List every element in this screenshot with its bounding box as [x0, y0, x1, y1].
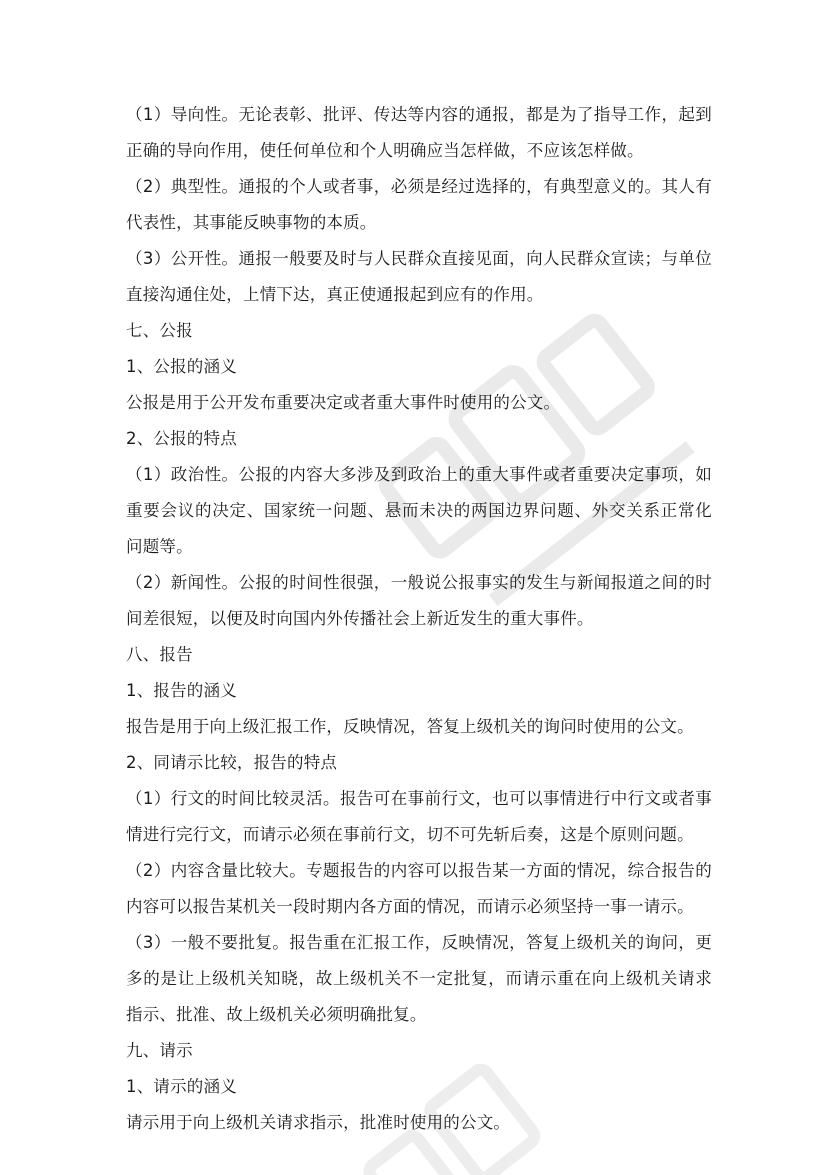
paragraph-line: 正确的导向作用，使任何单位和个人明确应当怎样做，不应该怎样做。: [126, 141, 644, 160]
paragraph: [126, 680, 712, 702]
paragraph-line: 1、报告的涵义: [126, 681, 237, 700]
document-body: [126, 104, 712, 1148]
paragraph-line: 1、公报的涵义: [126, 357, 237, 376]
paragraph-line: 直接沟通住处，上情下达，真正使通报起到应有的作用。: [126, 285, 544, 304]
paragraph: [126, 716, 712, 738]
paragraph-line: 八、报告: [126, 645, 193, 664]
paragraph-line: 多的是让上级机关知晓，故上级机关不一定批复，而请示重在向上级机关请求: [126, 969, 712, 988]
paragraph-line: （2）新闻性。公报的时间性很强，一般说公报事实的发生与新闻报道之间的时: [126, 573, 712, 592]
paragraph: [126, 752, 712, 774]
paragraph: [126, 392, 712, 414]
paragraph: [126, 428, 712, 450]
paragraph-line: 间差很短，以便及时向国内外传播社会上新近发生的重大事件。: [126, 609, 594, 628]
paragraph: [126, 860, 712, 918]
paragraph-line: （1）政治性。公报的内容大多涉及到政治上的重大事件或者重要决定事项，如: [126, 465, 712, 484]
paragraph-line: 九、请示: [126, 1041, 193, 1060]
paragraph-line: 2、公报的特点: [126, 429, 237, 448]
paragraph: [126, 248, 712, 306]
paragraph-line: 1、请示的涵义: [126, 1077, 237, 1096]
paragraph-line: 七、公报: [126, 321, 193, 340]
paragraph-line: 内容可以报告某机关一段时期内各方面的情况，而请示必须坚持一事一请示。: [126, 897, 694, 916]
paragraph-line: 公报是用于公开发布重要决定或者重大事件时使用的公文。: [126, 393, 561, 412]
paragraph-line: 报告是用于向上级汇报工作，反映情况，答复上级机关的询问时使用的公文。: [126, 717, 694, 736]
paragraph-line: （1）导向性。无论表彰、批评、传达等内容的通报，都是为了指导工作，起到: [126, 105, 712, 124]
paragraph-line: （3）一般不要批复。报告重在汇报工作，反映情况，答复上级机关的询问，更: [126, 933, 712, 952]
paragraph-line: 代表性，其事能反映事物的本质。: [126, 213, 377, 232]
paragraph-line: （1）行文的时间比较灵活。报告可在事前行文，也可以事情进行中行文或者事: [126, 789, 712, 808]
paragraph: [126, 104, 712, 162]
paragraph: [126, 1112, 712, 1134]
paragraph-line: （3）公开性。通报一般要及时与人民群众直接见面，向人民群众宣读；与单位: [126, 249, 712, 268]
paragraph-line: 问题等。: [126, 537, 193, 556]
paragraph: [126, 1076, 712, 1098]
paragraph-line: 重要会议的决定、国家统一问题、悬而未决的两国边界问题、外交关系正常化: [126, 501, 712, 520]
paragraph: [126, 788, 712, 846]
paragraph: [126, 176, 712, 234]
paragraph-line: 2、同请示比较，报告的特点: [126, 753, 338, 772]
paragraph-line: 指示、批准、故上级机关必须明确批复。: [126, 1005, 427, 1024]
paragraph: [126, 356, 712, 378]
paragraph: [126, 644, 712, 666]
paragraph-line: （2）典型性。通报的个人或者事，必须是经过选择的，有典型意义的。其人有: [126, 177, 712, 196]
paragraph-line: （2）内容含量比较大。专题报告的内容可以报告某一方面的情况，综合报告的: [126, 861, 712, 880]
paragraph: [126, 320, 712, 342]
paragraph-line: 请示用于向上级机关请求指示，批准时使用的公文。: [126, 1113, 511, 1132]
paragraph: [126, 572, 712, 630]
paragraph: [126, 932, 712, 1026]
paragraph: [126, 464, 712, 558]
paragraph-line: 情进行完行文，而请示必须在事前行文，切不可先斩后奏，这是个原则问题。: [126, 825, 694, 844]
paragraph: [126, 1040, 712, 1062]
